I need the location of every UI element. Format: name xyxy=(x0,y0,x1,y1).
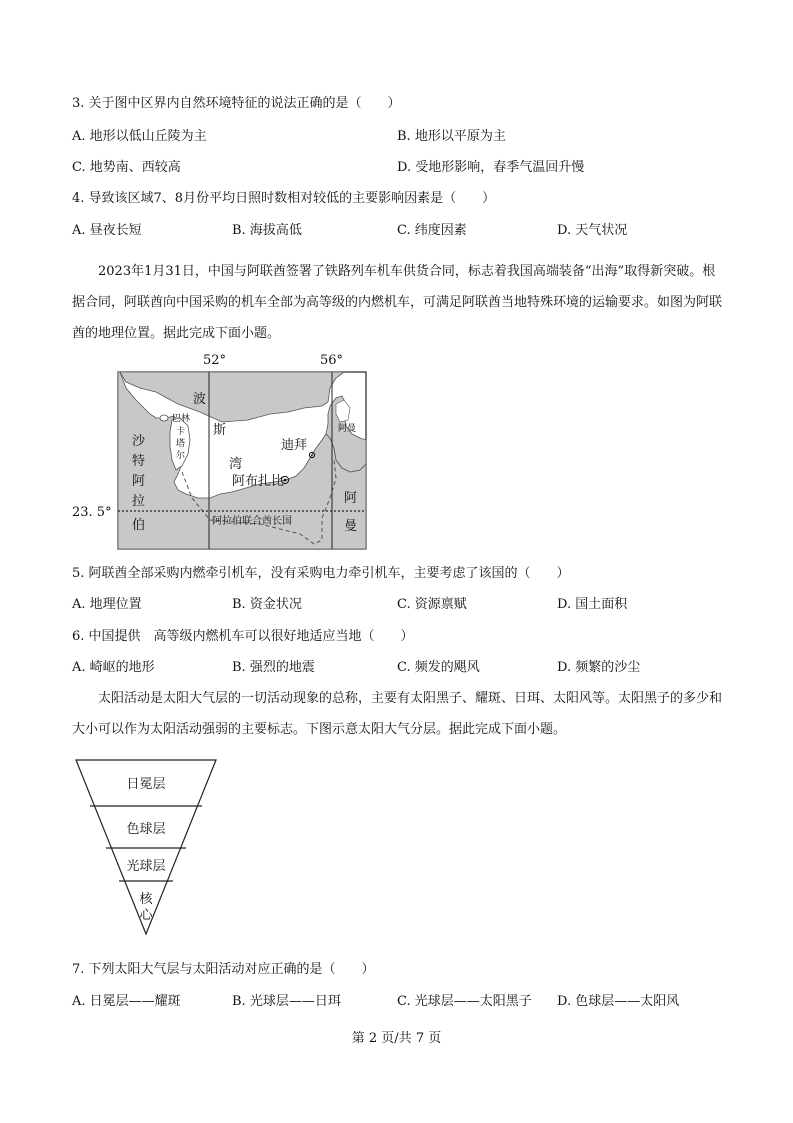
q4-option-a: A. 昼夜长短 xyxy=(72,223,142,238)
label-qatar-3: 尔 xyxy=(176,451,186,461)
q3-option-c: C. 地势南、西较高 xyxy=(72,160,181,175)
q5-option-d: D. 国土面积 xyxy=(557,597,628,612)
q7-stem: 7. 下列太阳大气层与太阳活动对应正确的是（ ） xyxy=(72,962,375,977)
q7-option-d: D. 色球层——太阳风 xyxy=(557,994,680,1009)
q6-option-d: D. 频繁的沙尘 xyxy=(557,660,641,675)
label-oman-1: 阿 xyxy=(344,491,358,506)
label-bo: 波 xyxy=(193,392,207,407)
layer-core-1: 核 xyxy=(139,892,153,907)
q3-option-a: A. 地形以低山丘陵为主 xyxy=(72,129,207,144)
uae-map xyxy=(60,348,380,554)
q5-stem: 5. 阿联酋全部采购内燃牵引机车，没有采购电力牵引机车，主要考虑了该国的（ ） xyxy=(72,566,570,581)
lon-52-label: 52° xyxy=(203,353,227,368)
lon-56-label: 56° xyxy=(320,353,344,368)
q4-option-b: B. 海拔高低 xyxy=(232,223,302,238)
label-si: 斯 xyxy=(213,423,227,438)
q7-option-a: A. 日冕层——耀斑 xyxy=(72,994,181,1009)
label-saudi-1: 沙 xyxy=(132,434,146,449)
q5-option-a: A. 地理位置 xyxy=(72,597,142,612)
q7-option-b: B. 光球层——日珥 xyxy=(232,994,341,1009)
abudhabi-capital-dot xyxy=(284,479,287,482)
label-saudi-3: 阿 xyxy=(132,474,146,489)
passage-solar: 太阳活动是太阳大气层的一切活动现象的总称，主要有太阳黑子、耀斑、日珥、太阳风等。太阳黑子的多少和大小可以作为太阳活动强弱的主要标志。下图示意太阳大气分层。据此完成下面小题。 xyxy=(72,691,723,737)
label-saudi-2: 特 xyxy=(132,454,146,469)
dubai-marker-dot xyxy=(311,454,313,456)
lat-23-5-label: 23. 5° xyxy=(72,505,112,520)
layer-core-2: 心 xyxy=(139,908,153,923)
label-bahrain: 巴林 xyxy=(172,414,191,424)
q5-option-b: B. 资金状况 xyxy=(232,597,302,612)
q4-option-c: C. 纬度因素 xyxy=(397,223,467,238)
label-oman-2: 曼 xyxy=(344,519,358,534)
passage-uae: 2023年1月31日，中国与阿联酋签署了铁路列车机车供货合同，标志着我国高端装备“出海”取得新突破。根据合同，阿联酋向中国采购的机车全部为高等级的内燃机车，可满足阿联酋当地特殊环境的运输要求。如图为阿联酋的地理位置。据此完成下面小题。 xyxy=(72,264,723,341)
page-footer: 第 2 页/共 7 页 xyxy=(351,1031,442,1046)
q6-option-a: A. 崎岖的地形 xyxy=(72,660,155,675)
label-dubai: 迪拜 xyxy=(281,438,308,453)
q6-option-c: C. 频发的飓风 xyxy=(397,660,480,675)
label-wan: 湾 xyxy=(229,457,243,472)
label-oman-small: 阿曼 xyxy=(338,424,357,434)
layer-photosphere: 光球层 xyxy=(126,859,166,874)
layer-chromosphere: 色球层 xyxy=(126,822,166,837)
q4-option-d: D. 天气状况 xyxy=(557,223,628,238)
layer-corona: 日冕层 xyxy=(126,777,166,792)
q4-stem: 4. 导致该区域7、8月份平均日照时数相对较低的主要影响因素是（ ） xyxy=(72,191,496,206)
label-qatar-1: 卡 xyxy=(176,427,186,437)
q3-option-b: B. 地形以平原为主 xyxy=(397,129,506,144)
q7-option-c: C. 光球层——太阳黑子 xyxy=(397,994,532,1009)
solar-layers-diagram xyxy=(74,758,220,938)
label-uae: 阿拉伯联合酋长国 xyxy=(212,516,292,527)
label-saudi-5: 伯 xyxy=(132,518,146,533)
label-qatar-2: 塔 xyxy=(176,439,186,449)
label-saudi-4: 拉 xyxy=(132,494,146,509)
q3-stem: 3. 关于图中区界内自然环境特征的说法正确的是（ ） xyxy=(72,96,401,111)
q6-option-b: B. 强烈的地震 xyxy=(232,660,315,675)
label-abudhabi: 阿布扎比 xyxy=(232,474,285,489)
q6-stem: 6. 中国提供 高等级内燃机车可以很好地适应当地（ ） xyxy=(72,629,414,644)
q5-option-c: C. 资源禀赋 xyxy=(397,597,467,612)
q3-option-d: D. 受地形影响，春季气温回升慢 xyxy=(397,160,585,175)
bahrain-island xyxy=(160,415,168,421)
